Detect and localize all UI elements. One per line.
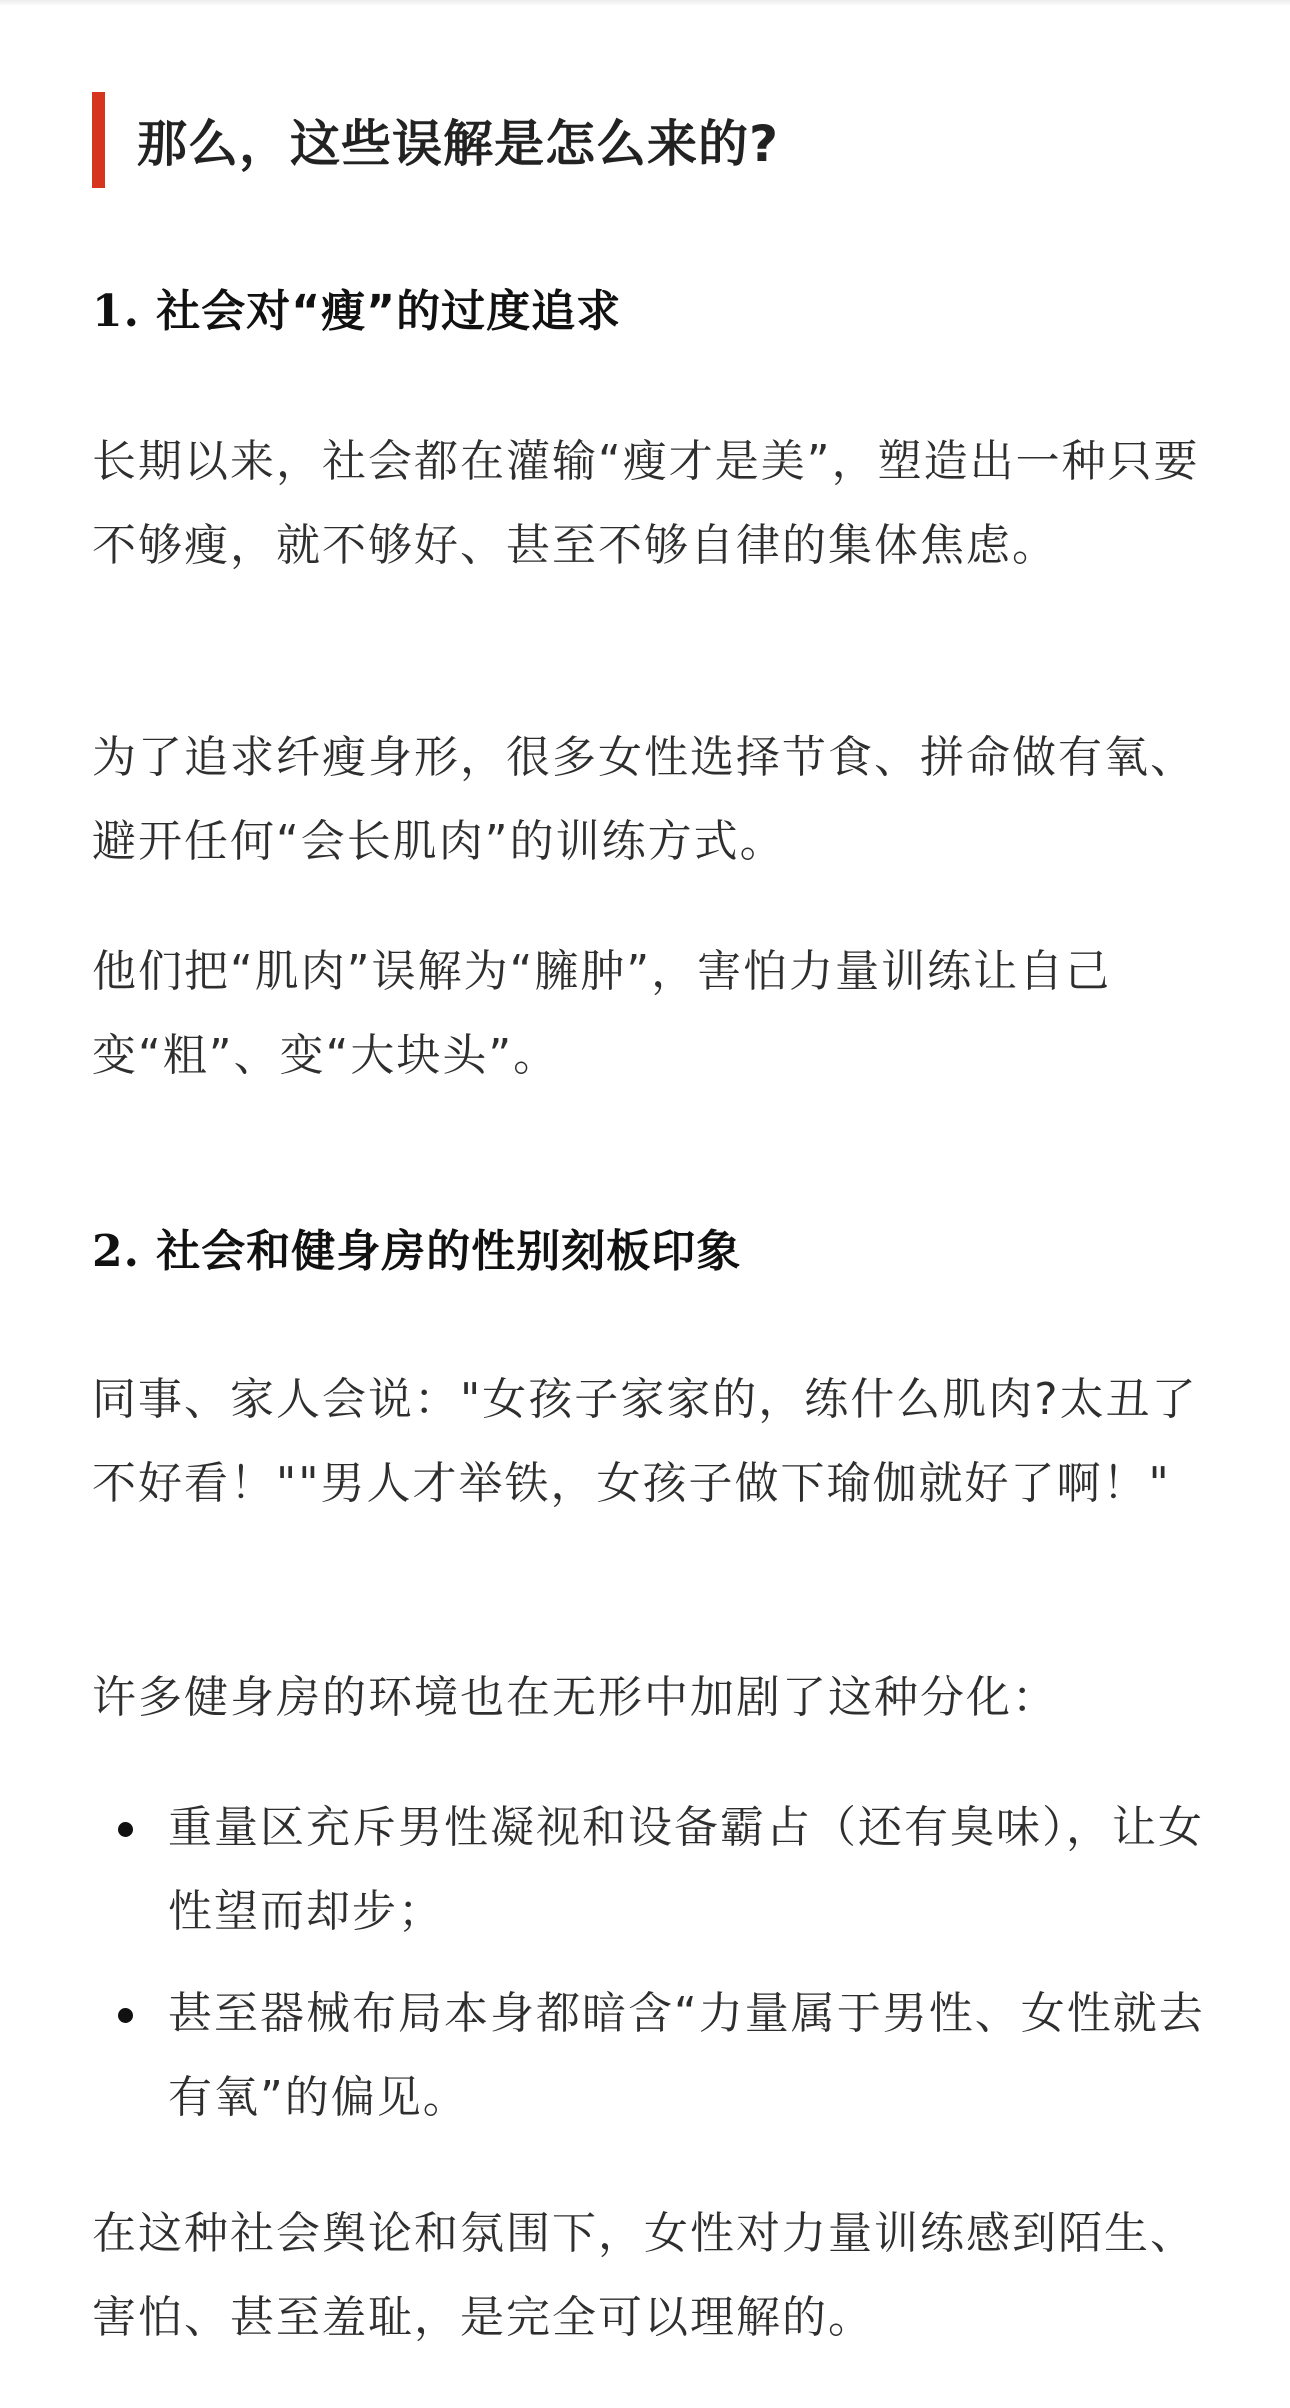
subheading-1-title: 社会对“瘦”的过度追求 [156, 286, 622, 337]
paragraph-closing: 在这种社会舆论和氛围下，女性对力量训练感到陌生、害怕、甚至羞耻，是完全可以理解的。 [92, 2208, 1196, 2343]
paragraph-5: 许多健身房的环境也在无形中加剧了这种分化： [92, 1672, 1058, 1723]
top-edge [0, 0, 1290, 6]
section-title: 那么，这些误解是怎么来的? [137, 115, 780, 173]
list-item-text: 重量区充斥男性凝视和设备霸占（还有臭味），让女性望而却步； [168, 1802, 1204, 1937]
list-item [92, 1972, 1212, 2140]
subheading-2 [92, 1222, 741, 1282]
subheading-2-title: 社会和健身房的性别刻板印象 [156, 1226, 742, 1277]
paragraph-4: 同事、家人会说："女孩子家家的，练什么肌肉?太丑了不好看！""男人才举铁，女孩子做下瑜伽就好了啊！" [92, 1374, 1198, 1509]
subheading-1-number: 1. [92, 286, 140, 337]
bullet-dot [118, 2008, 133, 2023]
bullet-dot [118, 1822, 133, 1837]
list-item [92, 1786, 1212, 1954]
bullet-list [92, 1786, 1212, 2158]
paragraph-3: 他们把“肌肉”误解为“臃肿”，害怕力量训练让自己变“粗”、变“大块头”。 [92, 946, 1112, 1081]
paragraph-2: 为了追求纤瘦身形，很多女性选择节食、拼命做有氧、避开任何“会长肌肉”的训练方式。 [92, 732, 1196, 867]
subheading-1 [92, 282, 621, 342]
list-item-text: 甚至器械布局本身都暗含“力量属于男性、女性就去有氧”的偏见。 [168, 1988, 1205, 2123]
subheading-2-number: 2. [92, 1226, 140, 1277]
paragraph-1: 长期以来，社会都在灌输“瘦才是美”，塑造出一种只要不够瘦，就不够好、甚至不够自律的集体焦虑。 [92, 436, 1200, 571]
section-heading [92, 92, 779, 188]
heading-accent-bar [92, 92, 105, 188]
